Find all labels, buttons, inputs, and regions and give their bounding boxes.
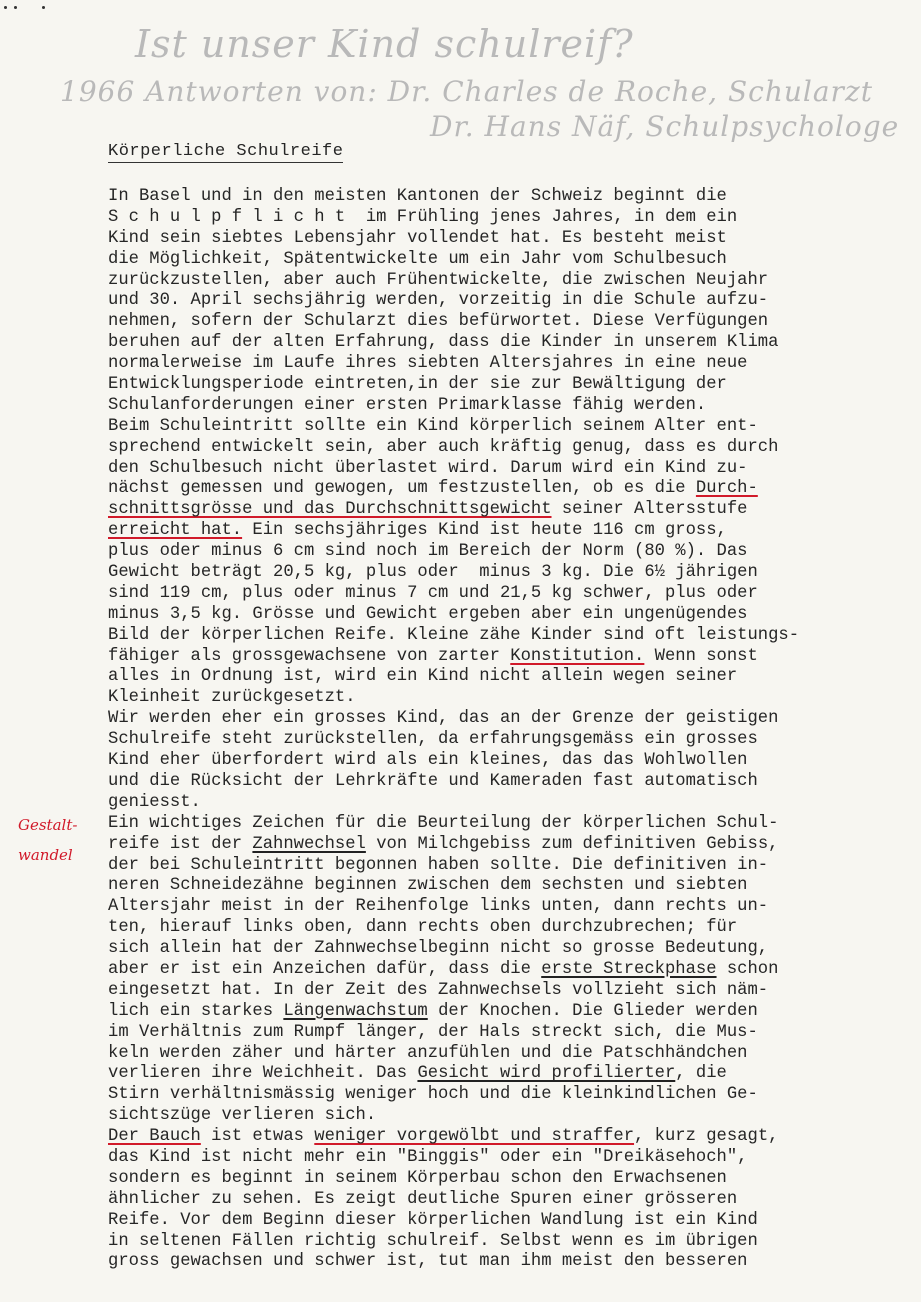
text-segment: verlieren ihre Weichheit. Das	[108, 1064, 418, 1084]
text-segment: Kind eher überfordert wird als ein kleines, das das Wohlwollen	[108, 751, 748, 771]
text-segment: gross gewachsen und schwer ist, tut man ihm meist den besseren	[108, 1252, 748, 1272]
scan-speck	[14, 6, 17, 9]
text-segment: In Basel und in den meisten Kantonen der Schweiz beginnt die	[108, 187, 727, 206]
text-segment: aber er ist ein Anzeichen dafür, dass die	[108, 959, 542, 979]
text-line	[108, 876, 868, 897]
text-segment: ist etwas	[200, 1127, 315, 1147]
text-line	[108, 291, 868, 312]
text-line	[108, 312, 868, 333]
text-line	[108, 500, 868, 521]
text-line	[108, 521, 868, 542]
underlined-phrase: Gesicht wird profilierter	[417, 1064, 676, 1084]
pencil-author-note-1: 1966 Antworten von: Dr. Charles de Roche, Schularzt	[60, 75, 873, 108]
text-line	[108, 542, 868, 563]
text-segment: die Möglichkeit, Spätentwickelte um ein Jahr vom Schulbesuch	[108, 249, 727, 269]
text-line	[108, 208, 868, 229]
text-segment: ten, hierauf links oben, dann rechts oben durchzubrechen; für	[108, 918, 738, 938]
text-segment: schon	[716, 959, 779, 979]
text-line	[108, 751, 868, 772]
text-segment: S c h u l p f l i c h t im Frühling jenes Jahres, in dem ein	[108, 207, 738, 227]
text-segment: und 30. April sechsjährig werden, vorzeitig in die Schule aufzu-	[108, 291, 769, 311]
text-line	[108, 584, 868, 605]
text-line	[108, 730, 868, 751]
text-segment: fähiger als grossgewachsene von zarter	[108, 646, 511, 666]
text-segment: Kleinheit zurückgesetzt.	[108, 688, 356, 708]
text-segment: Ein wichtiges Zeichen für die Beurteilung der körperlichen Schul-	[108, 813, 779, 833]
scan-speck	[42, 6, 45, 9]
text-line	[108, 793, 868, 814]
text-line	[108, 1169, 868, 1190]
underlined-phrase: schnittsgrösse und das Durchschnittsgewicht	[108, 500, 552, 520]
text-line	[108, 1002, 868, 1023]
text-line	[108, 417, 868, 438]
text-line	[108, 1127, 868, 1148]
text-segment: und die Rücksicht der Lehrkräfte und Kameraden fast automatisch	[108, 771, 758, 791]
text-line	[108, 459, 868, 480]
text-line	[108, 605, 868, 626]
text-segment: , die	[675, 1064, 727, 1084]
underlined-phrase: Längenwachstum	[283, 1001, 428, 1021]
text-segment: Beim Schuleintritt sollte ein Kind körperlich seinem Alter ent-	[108, 416, 758, 436]
text-segment: von Milchgebiss zum definitiven Gebiss,	[365, 834, 779, 854]
underlined-phrase: Der Bauch	[108, 1127, 201, 1147]
underlined-phrase: Zahnwechsel	[252, 834, 366, 854]
pencil-author-note-2: Dr. Hans Näf, Schulpsychologe	[430, 110, 900, 143]
underlined-phrase: Durch-	[695, 479, 758, 499]
text-segment: den Schulbesuch nicht überlastet wird. Darum wird ein Kind zu-	[108, 458, 748, 478]
text-line	[108, 563, 868, 584]
text-line	[108, 1211, 868, 1232]
text-segment: sichtszüge verlieren sich.	[108, 1106, 377, 1126]
text-line	[108, 918, 868, 939]
text-segment: plus oder minus 6 cm sind noch im Bereich der Norm (80 %). Das	[108, 542, 748, 562]
text-segment: geniesst.	[108, 792, 201, 812]
text-segment: Schulanforderungen einer ersten Primarklasse fähig werden.	[108, 395, 707, 415]
section-heading: Körperliche Schulreife	[108, 142, 344, 161]
text-segment: nehmen, sofern der Schularzt dies befürwortet. Diese Verfügungen	[108, 312, 769, 332]
text-line	[108, 1044, 868, 1065]
text-segment: Wir werden eher ein grosses Kind, das an der Grenze der geistigen	[108, 709, 779, 729]
underlined-phrase: erste Streckphase	[541, 959, 717, 979]
underlined-phrase: weniger vorgewölbt und straffer	[314, 1127, 635, 1147]
text-line	[108, 772, 868, 793]
text-segment: , kurz gesagt,	[634, 1127, 779, 1147]
text-line	[108, 939, 868, 960]
text-segment: reife ist der	[108, 834, 253, 854]
text-segment: beruhen auf der alten Erfahrung, dass die Kinder in unserem Klima	[108, 333, 779, 353]
text-segment: ähnlicher zu sehen. Es zeigt deutliche Spuren einer grösseren	[108, 1189, 738, 1209]
text-line	[108, 709, 868, 730]
underlined-phrase: Konstitution.	[510, 646, 645, 666]
text-segment: nächst gemessen und gewogen, um festzustellen, ob es die	[108, 479, 696, 499]
text-segment: Entwicklungsperiode eintreten,in der sie zur Bewältigung der	[108, 375, 727, 395]
text-segment: Wenn sonst	[644, 646, 758, 666]
text-segment: lich ein starkes	[108, 1001, 284, 1021]
text-line	[108, 1064, 868, 1085]
text-segment: sich allein hat der Zahnwechselbeginn nicht so grosse Bedeutung,	[108, 939, 769, 959]
text-segment: der Knochen. Die Glieder werden	[427, 1001, 758, 1021]
pencil-title-note: Ist unser Kind schulreif?	[135, 22, 634, 66]
text-segment: zurückzustellen, aber auch Frühentwickelte, die zwischen Neujahr	[108, 270, 769, 290]
text-line	[108, 960, 868, 981]
text-line	[108, 229, 868, 250]
text-line	[108, 647, 868, 668]
text-line	[108, 1085, 868, 1106]
text-line	[108, 626, 868, 647]
typed-body-text	[108, 187, 868, 1273]
text-line	[108, 479, 868, 500]
text-segment: Ein sechsjähriges Kind ist heute 116 cm gross,	[242, 521, 727, 541]
text-segment: neren Schneidezähne beginnen zwischen dem sechsten und siebten	[108, 876, 748, 896]
margin-note-line: wandel	[18, 846, 73, 864]
margin-note	[18, 810, 77, 870]
text-segment: das Kind ist nicht mehr ein "Binggis" oder ein "Dreikäsehoch",	[108, 1147, 748, 1167]
text-line	[108, 688, 868, 709]
text-line	[108, 333, 868, 354]
text-segment: Altersjahr meist in der Reihenfolge links unten, dann rechts un-	[108, 897, 769, 917]
text-segment: sprechend entwickelt sein, aber auch kräftig genug, dass es durch	[108, 437, 779, 457]
text-line	[108, 1106, 868, 1127]
text-line	[108, 1252, 868, 1273]
text-line	[108, 856, 868, 877]
text-line	[108, 375, 868, 396]
text-line	[108, 1190, 868, 1211]
text-segment: alles in Ordnung ist, wird ein Kind nicht allein wegen seiner	[108, 667, 738, 687]
text-line	[108, 354, 868, 375]
text-segment: in seltenen Fällen richtig schulreif. Selbst wenn es im übrigen	[108, 1231, 758, 1251]
text-segment: keln werden zäher und härter anzufühlen und die Patschhändchen	[108, 1043, 748, 1063]
underlined-phrase: erreicht hat.	[108, 521, 243, 541]
text-line	[108, 250, 868, 271]
text-segment: sondern es beginnt in seinem Körperbau schon den Erwachsenen	[108, 1168, 727, 1188]
text-segment: minus 3,5 kg. Grösse und Gewicht ergeben aber ein ungenügendes	[108, 604, 748, 624]
text-segment: Gewicht beträgt 20,5 kg, plus oder minus 3 kg. Die 6½ jährigen	[108, 563, 758, 583]
text-line	[108, 1232, 868, 1253]
text-line	[108, 187, 868, 208]
text-line	[108, 1023, 868, 1044]
text-line	[108, 835, 868, 856]
text-segment: Kind sein siebtes Lebensjahr vollendet hat. Es besteht meist	[108, 228, 727, 248]
text-line	[108, 438, 868, 459]
text-line	[108, 667, 868, 688]
text-segment: sind 119 cm, plus oder minus 7 cm und 21,5 kg schwer, plus oder	[108, 583, 758, 603]
text-segment: eingesetzt hat. In der Zeit des Zahnwechsels vollzieht sich näm-	[108, 980, 769, 1000]
text-segment: seiner Altersstufe	[551, 500, 748, 520]
text-segment: der bei Schuleintritt begonnen haben sollte. Die definitiven in-	[108, 855, 769, 875]
text-line	[108, 897, 868, 918]
text-segment: Schulreife steht zurückstellen, da erfahrungsgemäss ein grosses	[108, 730, 758, 750]
text-segment: Reife. Vor dem Beginn dieser körperlichen Wandlung ist ein Kind	[108, 1210, 758, 1230]
text-line	[108, 1148, 868, 1169]
text-segment: Stirn verhältnismässig weniger hoch und die kleinkindlichen Ge-	[108, 1085, 758, 1105]
text-segment: normalerweise im Laufe ihres siebten Altersjahres in eine neue	[108, 354, 748, 374]
scan-speck	[4, 6, 7, 9]
margin-note-line: Gestalt-	[18, 816, 78, 834]
text-line	[108, 271, 868, 292]
text-segment: im Verhältnis zum Rumpf länger, der Hals streckt sich, die Mus-	[108, 1022, 758, 1042]
text-line	[108, 396, 868, 417]
text-line	[108, 981, 868, 1002]
text-segment: Bild der körperlichen Reife. Kleine zähe Kinder sind oft leistungs-	[108, 625, 800, 645]
text-line	[108, 814, 868, 835]
